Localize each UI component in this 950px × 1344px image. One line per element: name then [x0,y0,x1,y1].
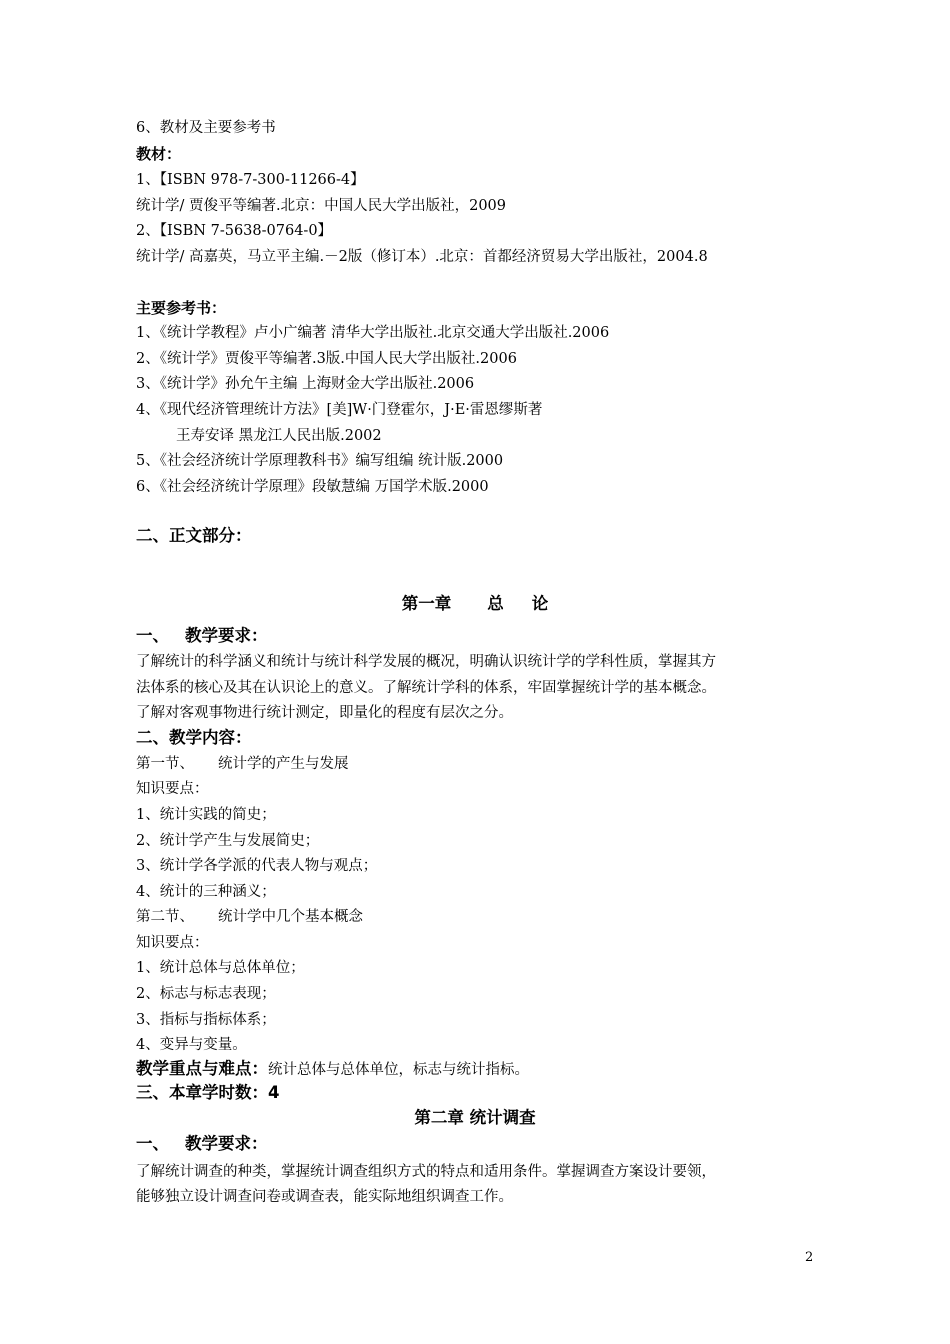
chapter2-requirements-line: 了解统计调查的种类，掌握统计调查组织方式的特点和适用条件。掌握调查方案设计要领， [136,1164,716,1180]
reference-item: 1、《统计学教程》卢小广编著 清华大学出版社.北京交通大学出版社.2006 [136,325,610,341]
knowledge-point: 3、指标与指标体系； [136,1012,276,1028]
reference-item: 2、《统计学》贾俊平等编著.3版.中国人民大学出版社.2006 [136,351,517,367]
knowledge-point: 2、统计学产生与发展简史； [136,833,320,849]
reference-item: 5、《社会经济统计学原理教科书》编写组编 统计版.2000 [136,453,504,469]
reference-item: 4、《现代经济管理统计方法》[美]W·门登霍尔，J·E·雷恩缪斯著 [136,402,543,418]
chapter1-requirements-line: 了解统计的科学涵义和统计与统计科学发展的概况，明确认识统计学的学科性质，掌握其方 [136,654,716,670]
section2-title: 第二节、 统计学中几个基本概念 [136,909,363,925]
textbooks-label: 教材： [136,145,182,163]
chapter1-requirements-heading: 一、 教学要求： [136,626,268,645]
knowledge-point: 4、变异与变量。 [136,1037,247,1053]
knowledge-point: 2、标志与标志表现； [136,986,276,1002]
chapter2-title: 第二章 统计调查 [414,1108,536,1127]
chapter2-requirements-heading: 一、 教学要求： [136,1134,268,1153]
reference-item-continued: 王寿安译 黑龙江人民出版.2002 [176,428,382,444]
chapter2-requirements-line: 能够独立设计调查问卷或调查表，能实际地组织调查工作。 [136,1189,513,1205]
textbook-2-citation: 统计学/ 高嘉英，马立平主编.－2版（修订本）.北京：首都经济贸易大学出版社，2004.8 [136,249,708,265]
knowledge-point: 1、统计实践的简史； [136,807,276,823]
chapter1-hours: 三、本章学时数：4 [136,1083,280,1102]
textbook-1-citation: 统计学/ 贾俊平等编著.北京：中国人民大学出版社，2009 [136,198,507,214]
chapter1-content-heading: 二、教学内容： [136,728,252,747]
knowledge-points-label: 知识要点： [136,935,209,951]
knowledge-point: 4、统计的三种涵义； [136,884,276,900]
knowledge-point: 1、统计总体与总体单位； [136,960,305,976]
page-number: 2 [805,1250,814,1265]
textbook-2-isbn: 2、【ISBN 7-5638-0764-0】 [136,223,333,239]
reference-item: 3、《统计学》孙允午主编 上海财金大学出版社.2006 [136,376,475,392]
references-label: 主要参考书： [136,299,227,317]
reference-item: 6、《社会经济统计学原理》段敏慧编 万国学术版.2000 [136,479,489,495]
textbook-1-isbn: 1、【ISBN 978-7-300-11266-4】 [136,172,365,188]
section1-title: 第一节、 统计学的产生与发展 [136,756,349,772]
chapter1-requirements-line: 法体系的核心及其在认识论上的意义。了解统计学科的体系，牢固掌握统计学的基本概念。 [136,680,716,696]
chapter1-requirements-line: 了解对客观事物进行统计测定，即量化的程度有层次之分。 [136,705,513,721]
part2-heading: 二、正文部分： [136,526,252,545]
section6-heading: 6、教材及主要参考书 [136,120,276,136]
knowledge-points-label: 知识要点： [136,781,209,797]
key-difficult-points: 教学重点与难点：统计总体与总体单位，标志与统计指标。 [136,1059,529,1078]
chapter1-title: 第一章 总 论 [401,594,549,613]
knowledge-point: 3、统计学各学派的代表人物与观点； [136,858,378,874]
